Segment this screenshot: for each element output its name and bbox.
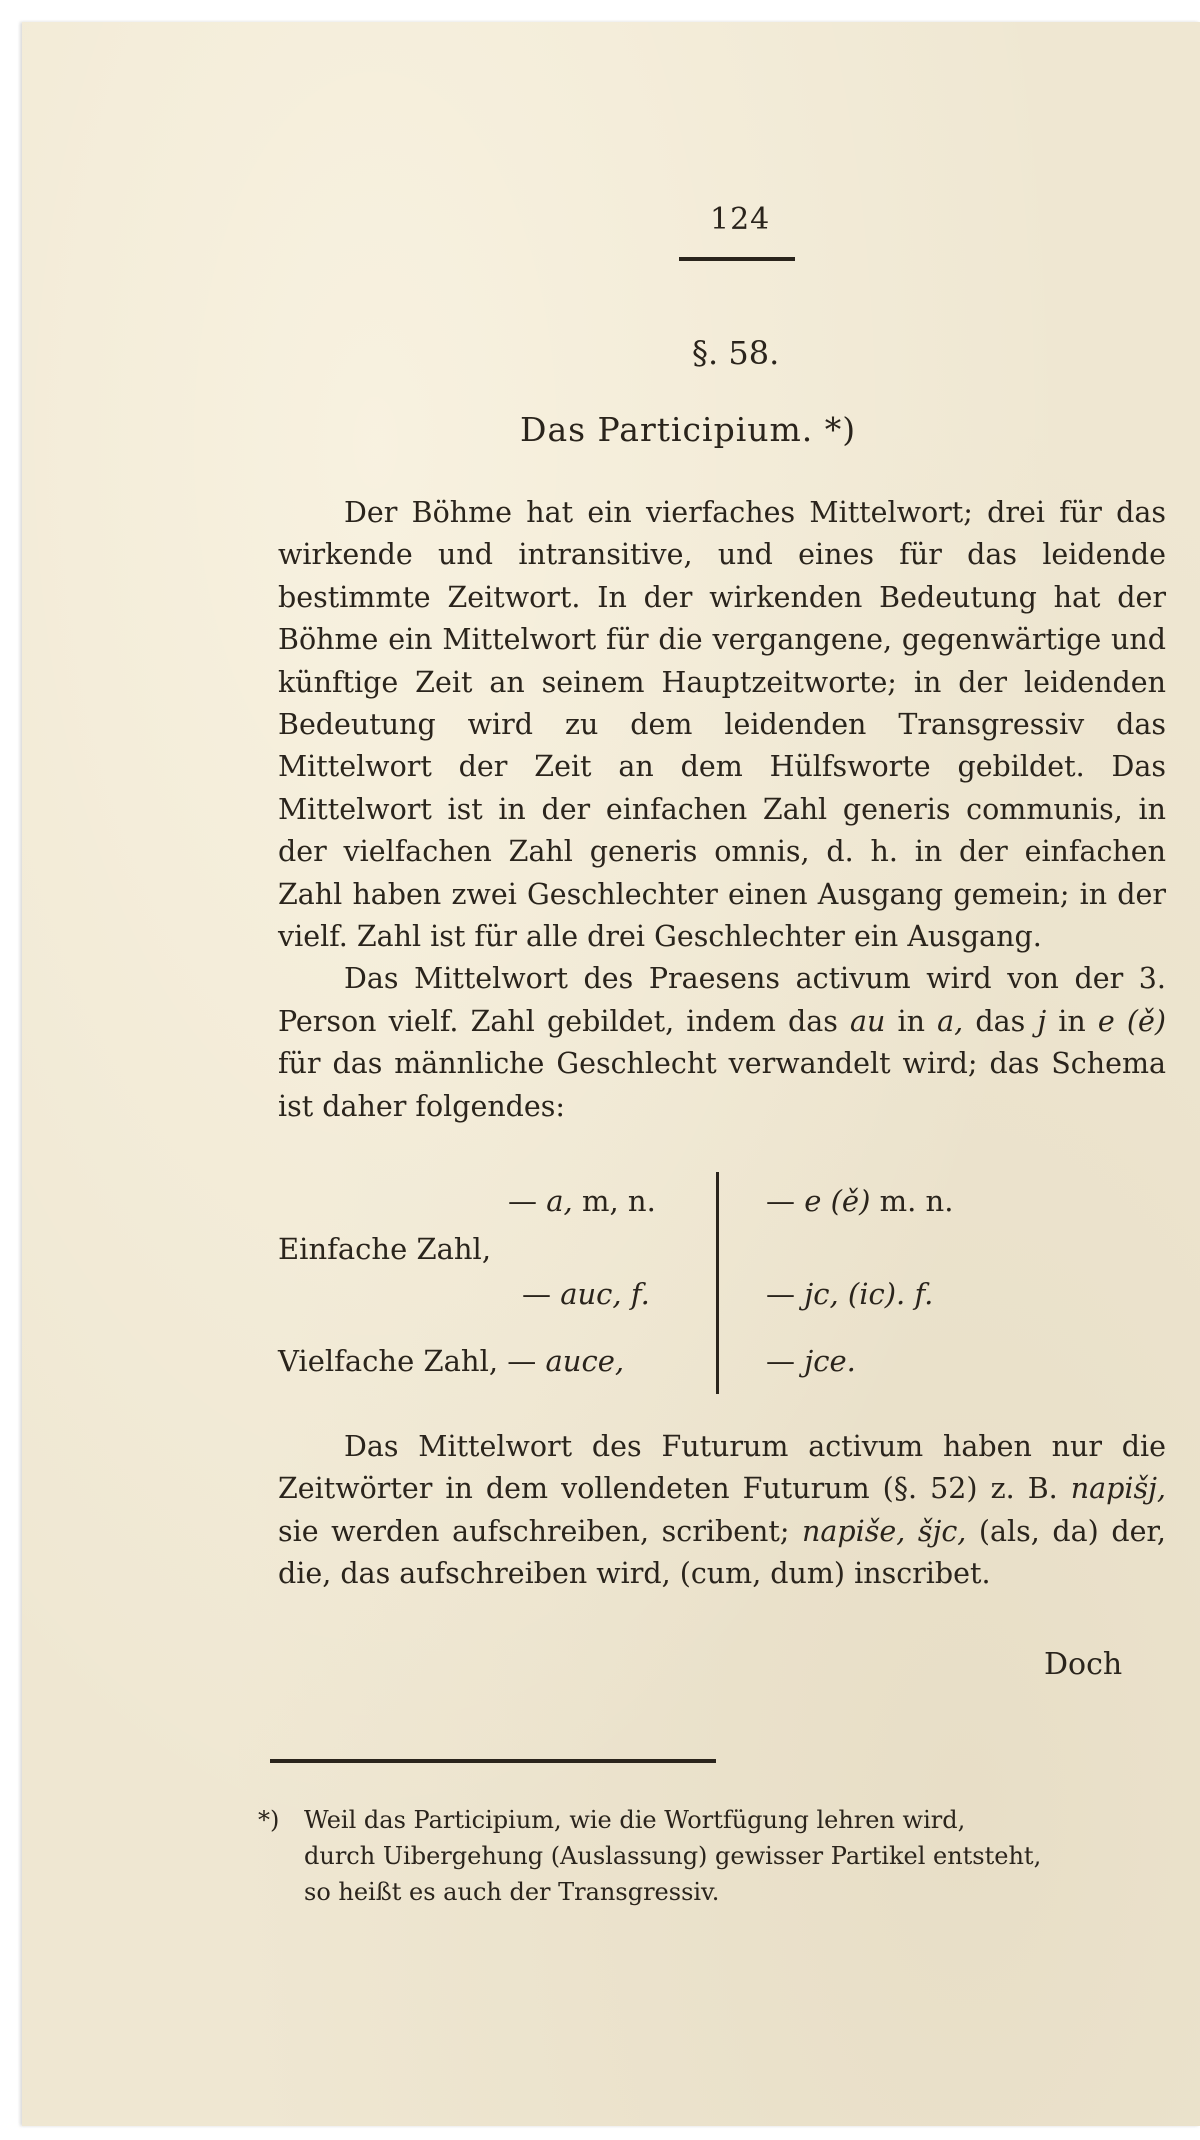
paragraph-2-text: für das männliche Geschlecht verwandelt wird; das Schema ist daher folgendes:	[278, 1047, 1166, 1123]
schema-right-mn	[766, 1184, 953, 1218]
schema-right-f	[766, 1277, 933, 1311]
ending-e: e (ě)	[1097, 1004, 1167, 1038]
participle-schema	[278, 1172, 1166, 1394]
catchword: Doch	[1044, 1647, 1123, 1682]
footnote-line-2: durch Uibergehung (Auslassung) gewisser Partikel entsteht,	[304, 1842, 1042, 1870]
footnote-mark: *)	[258, 1806, 280, 1834]
ending-au: au	[850, 1004, 886, 1038]
paragraph-3-text: Das Mittelwort des Futurum activum haben nur die Zeitwörter in dem vollendeten Futurum (§. 52) z. B.	[278, 1430, 1166, 1506]
footnote-line-3: so heißt es auch der Transgressiv.	[304, 1878, 720, 1906]
gender: m, n.	[581, 1184, 656, 1218]
paragraph-2	[278, 958, 1166, 1128]
footnote-rule	[270, 1759, 716, 1763]
paragraph-2-text: in	[1046, 1004, 1098, 1038]
ending: jce.	[804, 1344, 856, 1378]
paragraph-3-text: (als, da) der, die, das aufschreiben wird, (cum, dum) inscribet.	[278, 1514, 1166, 1591]
gender: m. n.	[879, 1184, 954, 1218]
book-page	[22, 22, 1200, 2126]
ending-a: a,	[937, 1004, 964, 1038]
body-text	[278, 492, 1166, 1128]
dash: —	[766, 1344, 795, 1378]
footnote	[258, 1802, 1168, 1910]
paragraph-3	[278, 1426, 1166, 1596]
schema-left-mn	[508, 1184, 656, 1218]
paragraph-2-text: Das Mittelwort des Praesens activum wird von der 3. Person vielf. Zahl gebildet, indem das	[278, 962, 1166, 1038]
ending: a,	[546, 1184, 573, 1218]
page-number: 124	[710, 202, 771, 237]
ending-j: j	[1037, 1004, 1047, 1038]
ending: e (ě)	[804, 1184, 871, 1218]
paragraph-1: Der Böhme hat ein vierfaches Mittelwort; drei für das wirkende und intransitive, und eines für das leidende bestimmte Zeitwort. In der wirkenden Bedeutung hat der Böhme ein Mittelwort für die vergangene, gegenwärtige und künftige Zeit an seinem Hauptzeitworte; in der leidenden Bedeutung wird zu dem leidenden Transgressiv das Mittelwort der Zeit an dem Hülfsworte gebildet. Das Mittelwort ist in der einfachen Zahl generis communis, in der vielfachen Zahl generis omnis, d. h. in der einfachen Zahl haben zwei Geschlechter einen Ausgang gemein; in der vielf. Zahl ist für alle drei Geschlechter ein Ausgang.	[278, 496, 1166, 954]
gender: f.	[630, 1277, 650, 1311]
dash: —	[507, 1344, 537, 1378]
ending: auc,	[560, 1277, 622, 1311]
example-napise: napiše, šjc,	[802, 1514, 967, 1548]
singular-label: Einfache Zahl,	[278, 1232, 492, 1266]
schema-left-plural	[278, 1344, 624, 1378]
paragraph-2-text: das	[963, 1004, 1038, 1038]
dash: —	[522, 1277, 551, 1311]
schema-left-f	[522, 1277, 650, 1311]
paragraph-3-text: sie werden aufschreiben, scribent;	[278, 1514, 803, 1548]
schema-right-plural	[766, 1344, 856, 1378]
ending: jc, (ic).	[804, 1277, 906, 1311]
dash: —	[508, 1184, 537, 1218]
section-title: Das Participium. *)	[520, 410, 857, 449]
footnote-text: Weil das Participium, wie die Wortfügung lehren wird,	[304, 1806, 966, 1834]
gender: f.	[914, 1277, 934, 1311]
dash: —	[766, 1184, 795, 1218]
header-rule	[679, 257, 795, 261]
footnote-line-1	[258, 1802, 1168, 1838]
schema-divider	[716, 1172, 719, 1394]
section-number: §. 58.	[692, 334, 780, 372]
dash: —	[766, 1277, 795, 1311]
body-text-continued	[278, 1426, 1166, 1596]
paragraph-2-text: in	[885, 1004, 938, 1038]
ending: auce,	[545, 1344, 625, 1378]
plural-label: Vielfache Zahl,	[278, 1344, 499, 1378]
example-napisj: napišj,	[1070, 1472, 1166, 1506]
